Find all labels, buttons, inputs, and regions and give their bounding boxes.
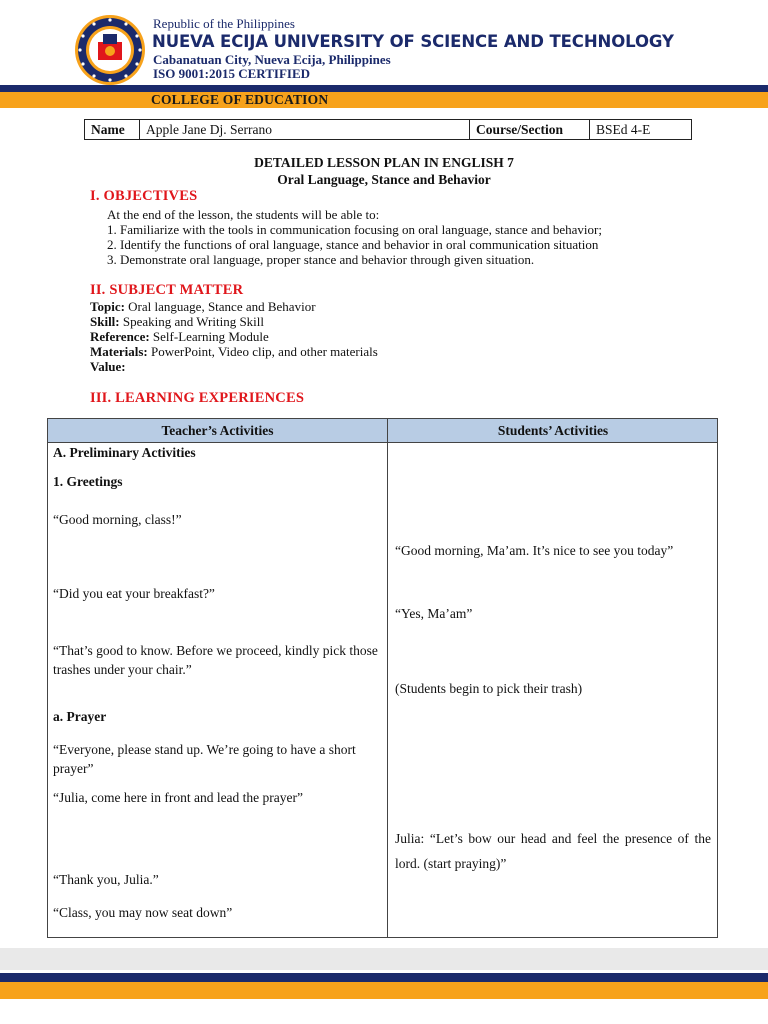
- college-name: COLLEGE OF EDUCATION: [151, 92, 329, 107]
- teacher-activity: “Good morning, class!”: [53, 512, 182, 527]
- teacher-activity: “That’s good to know. Before we proceed, kindly pick those trashes under your chair.”: [53, 643, 378, 677]
- teacher-activity: “Thank you, Julia.”: [53, 872, 159, 887]
- footer-band-navy: [0, 973, 768, 982]
- teacher-activity: “Class, you may now seat down”: [53, 905, 233, 920]
- university-seal-logo: [74, 14, 146, 86]
- objective-item: 2. Identify the functions of oral language, stance and behavior in oral communication situation: [107, 237, 599, 252]
- student-activity: “Yes, Ma’am”: [395, 606, 473, 621]
- page-gap: [0, 948, 768, 970]
- student-activity: (Students begin to pick their trash): [395, 681, 583, 696]
- learning-experiences-table: [47, 418, 718, 938]
- objective-item: 1. Familiarize with the tools in communication focusing on oral language, stance and behavior;: [107, 222, 602, 237]
- teacher-column-header: Teacher’s Activities: [161, 423, 274, 438]
- subject-skill: Skill: Speaking and Writing Skill: [90, 314, 265, 329]
- header-band-navy: [0, 85, 768, 92]
- university-name: NUEVA ECIJA UNIVERSITY OF SCIENCE AND TECHNOLOGY: [152, 32, 674, 51]
- name-value: Apple Jane Dj. Serrano: [140, 120, 470, 139]
- objectives-heading: I. OBJECTIVES: [90, 188, 198, 204]
- table-header-row: [48, 419, 717, 443]
- name-label: Name: [85, 120, 140, 139]
- teacher-activity: A. Preliminary Activities: [53, 445, 196, 460]
- student-activity: Julia: “Let’s bow our head and feel the presence of the lord. (start praying)”: [395, 831, 711, 871]
- students-column-header: Students’ Activities: [497, 423, 609, 438]
- objectives-intro: At the end of the lesson, the students will be able to:: [107, 207, 380, 222]
- teacher-activity: 1. Greetings: [53, 474, 123, 489]
- student-info-table: [84, 119, 692, 140]
- student-activity: “Good morning, Ma’am. It’s nice to see you today”: [395, 543, 674, 558]
- teacher-activity: “Everyone, please stand up. We’re going to have a short prayer”: [53, 742, 356, 776]
- city-text: Cabanatuan City, Nueva Ecija, Philippines: [153, 52, 391, 67]
- subject-reference: Reference: Self-Learning Module: [90, 329, 269, 344]
- lesson-plan-subtitle: Oral Language, Stance and Behavior: [277, 172, 491, 187]
- subject-value: Value:: [90, 359, 126, 374]
- footer-band-orange: [0, 982, 768, 999]
- republic-text: Republic of the Philippines: [153, 16, 295, 31]
- teacher-activity: “Julia, come here in front and lead the prayer”: [53, 790, 304, 805]
- section-label: Course/Section: [470, 120, 590, 139]
- teacher-activity: “Did you eat your breakfast?”: [53, 586, 215, 601]
- header-band-orange: [0, 92, 768, 108]
- subject-matter-heading: II. SUBJECT MATTER: [90, 282, 244, 298]
- subject-topic: Topic: Oral language, Stance and Behavior: [90, 299, 316, 314]
- iso-certified-text: ISO 9001:2015 CERTIFIED: [153, 66, 311, 81]
- lesson-plan-title: DETAILED LESSON PLAN IN ENGLISH 7: [254, 155, 514, 170]
- learning-experiences-heading: III. LEARNING EXPERIENCES: [90, 390, 305, 406]
- teacher-activity: a. Prayer: [53, 709, 107, 724]
- section-value: BSEd 4-E: [596, 122, 651, 137]
- subject-materials: Materials: PowerPoint, Video clip, and other materials: [90, 344, 378, 359]
- column-divider: [387, 419, 388, 937]
- objective-item: 3. Demonstrate oral language, proper stance and behavior through given situation.: [107, 252, 535, 267]
